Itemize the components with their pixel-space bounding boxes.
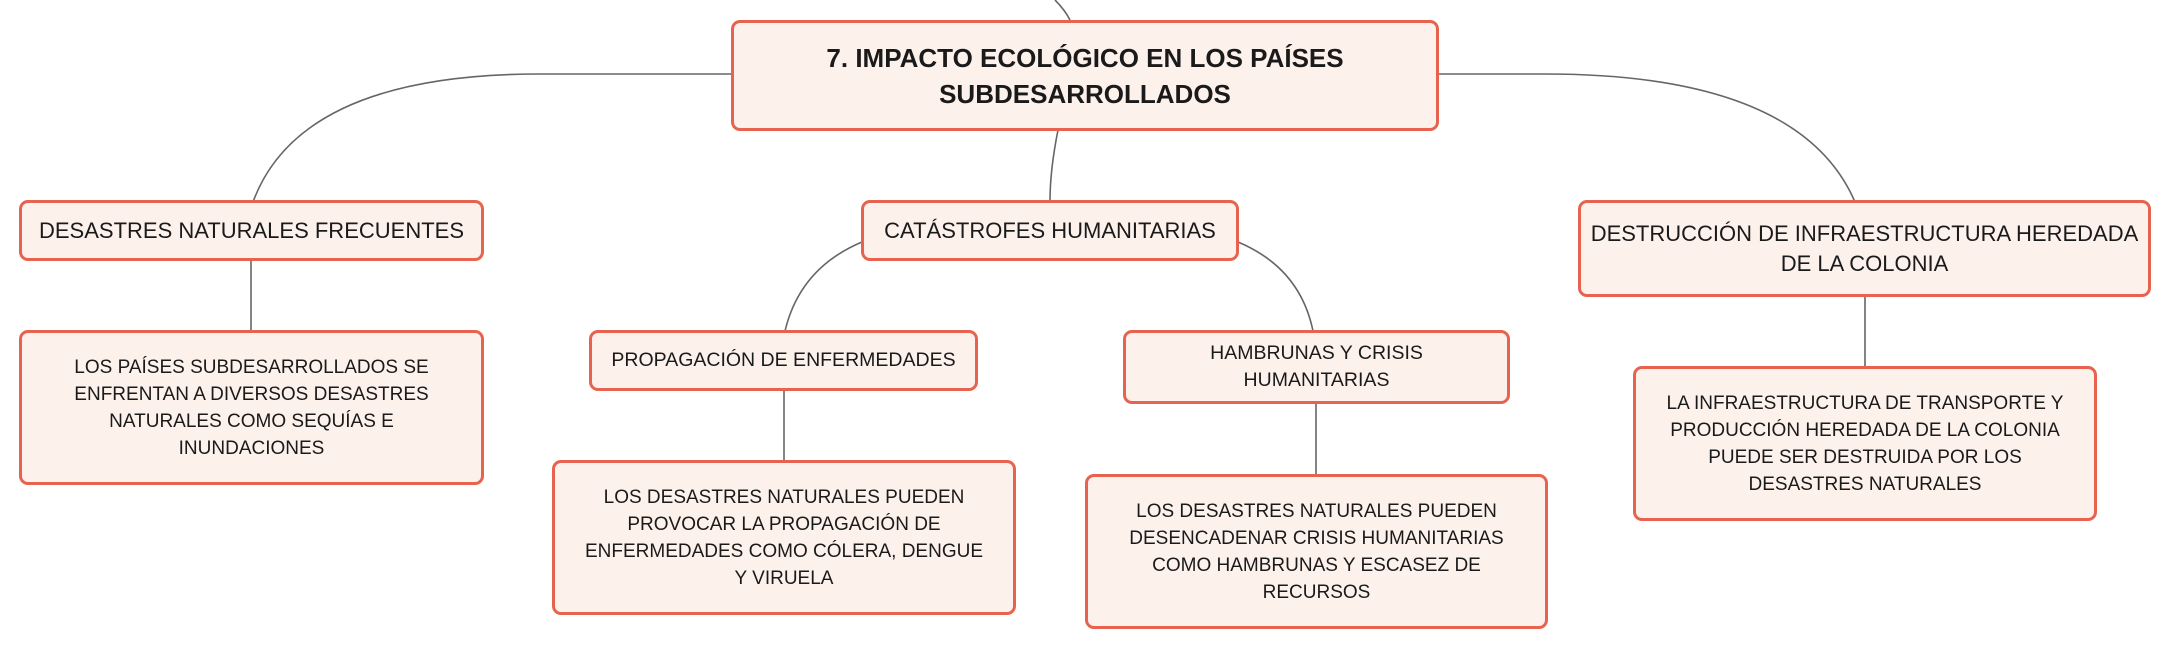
topic-infrastructure[interactable] — [1578, 200, 2151, 297]
topic-diseases[interactable] — [589, 330, 978, 391]
detail-disasters[interactable] — [19, 330, 484, 485]
topic-infrastructure-label: DESTRUCCIÓN DE INFRAESTRUCTURA HEREDADA DE LA COLONIA — [1590, 220, 2139, 276]
topic-famine-label: HAMBRUNAS Y CRISIS HUMANITARIAS — [1210, 342, 1423, 391]
topic-disasters-label: DESASTRES NATURALES FRECUENTES — [38, 217, 464, 243]
connector-humanitarian-to-famine — [1238, 242, 1313, 331]
detail-diseases-text: LOS DESASTRES NATURALES PUEDEN PROVOCAR LA PROPAGACIÓN DE ENFERMEDADES COMO CÓLERA, DENGUE Y VIRUELA — [585, 486, 983, 589]
connector-root-to-disasters — [253, 74, 732, 202]
topic-humanitarian-label: CATÁSTROFES HUMANITARIAS — [884, 217, 1216, 243]
connector-parent-to-root — [1055, 0, 1070, 20]
topic-famine[interactable] — [1123, 330, 1510, 404]
detail-infrastructure[interactable] — [1633, 366, 2097, 521]
detail-infrastructure-text: LA INFRAESTRUCTURA DE TRANSPORTE Y PRODUCCIÓN HEREDADA DE LA COLONIA PUEDE SER DESTRUIDA POR LOS DESASTRES NATURALES — [1666, 392, 2064, 495]
topic-humanitarian[interactable] — [861, 200, 1239, 261]
connector-root-to-infrastructure — [1438, 74, 1855, 202]
connector-humanitarian-to-diseases — [785, 242, 862, 331]
root-topic-label: 7. IMPACTO ECOLÓGICO EN LOS PAÍSES SUBDESARROLLADOS — [826, 42, 1344, 109]
detail-famine-text: LOS DESASTRES NATURALES PUEDEN DESENCADENAR CRISIS HUMANITARIAS COMO HAMBRUNAS Y ESCASEZ DE RECURSOS — [1129, 500, 1504, 603]
topic-diseases-label: PROPAGACIÓN DE ENFERMEDADES — [611, 349, 956, 371]
detail-famine[interactable] — [1085, 474, 1548, 629]
detail-diseases[interactable] — [552, 460, 1016, 615]
detail-disasters-text: LOS PAÍSES SUBDESARROLLADOS SE ENFRENTAN A DIVERSOS DESASTRES NATURALES COMO SEQUÍAS E INUNDACIONES — [74, 356, 429, 459]
root-topic[interactable] — [731, 20, 1439, 131]
connector-root-to-humanitarian — [1050, 130, 1058, 201]
topic-disasters[interactable] — [19, 200, 484, 261]
